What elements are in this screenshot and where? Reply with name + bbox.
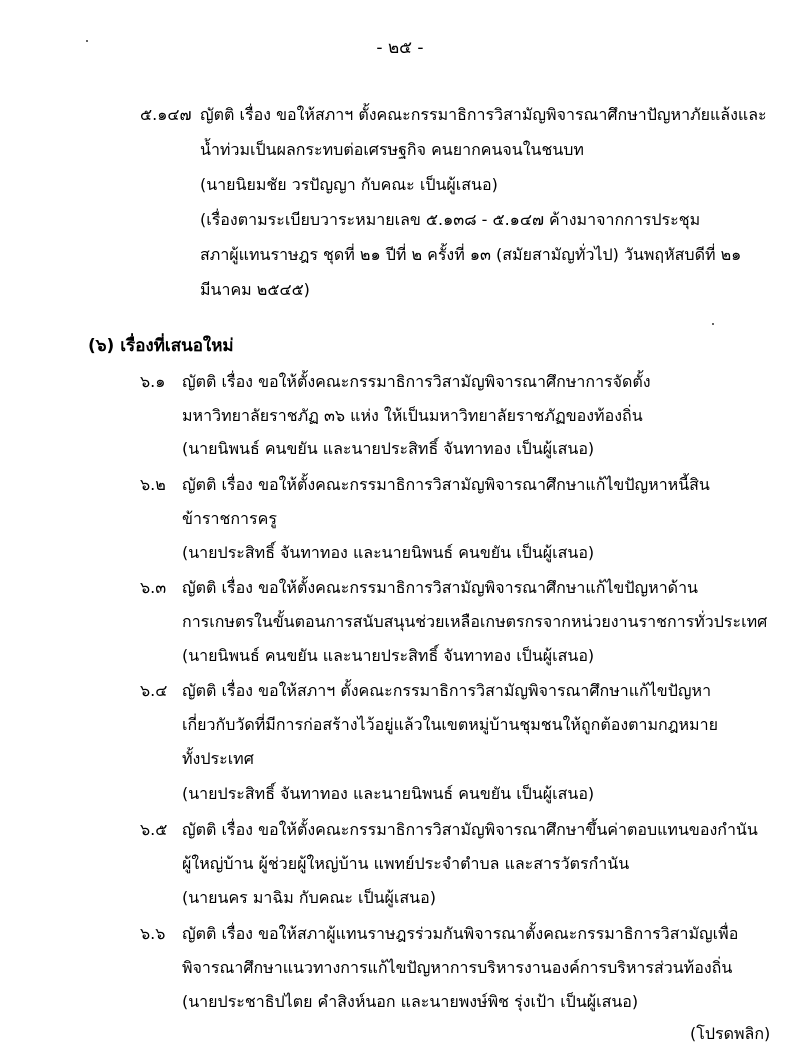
proposer-line: (นายนิพนธ์ คนขยัน และนายประสิทธิ์ จันทาทอง เป็นผู้เสนอ) (182, 439, 595, 458)
item-text-line: ข้าราชการครู (182, 509, 277, 528)
proposer-line: (นายนิยมชัย วรปัญญา กับคณะ เป็นผู้เสนอ) (200, 175, 498, 194)
item-number: ๕.๑๔๗ (140, 105, 192, 124)
page-number: - ๒๕ - (376, 38, 424, 58)
proposer-line: (นายนคร มาฉิม กับคณะ เป็นผู้เสนอ) (182, 888, 436, 907)
item-note-line: สภาผู้แทนราษฎร ชุดที่ ๒๑ ปีที่ ๒ ครั้งที่ ๑๓ (สมัยสามัญทั่วไป) วันพฤหัสบดีที่ ๒๑ (200, 245, 742, 264)
item-number: ๖.๑ (140, 372, 166, 391)
item-text-line: ญัตติ เรื่อง ขอให้ตั้งคณะกรรมาธิการวิสามัญพิจารณาศึกษาแก้ไขปัญหาหนี้สิน (182, 475, 710, 494)
item-text-line: ญัตติ เรื่อง ขอให้สภาฯ ตั้งคณะกรรมาธิการวิสามัญพิจารณาศึกษาปัญหาภัยแล้งและ (200, 105, 767, 124)
item-number: ๖.๕ (140, 820, 168, 839)
item-text-line: ญัตติ เรื่อง ขอให้สภาฯ ตั้งคณะกรรมาธิการวิสามัญพิจารณาศึกษาแก้ไขปัญหา (182, 681, 712, 700)
item-text-line: มหาวิทยาลัยราชภัฏ ๓๖ แห่ง ให้เป็นมหาวิทยาลัยราชภัฏของท้องถิ่น (182, 406, 643, 425)
proposer-line: (นายนิพนธ์ คนขยัน และนายประสิทธิ์ จันทาทอง เป็นผู้เสนอ) (182, 646, 595, 665)
item-text-line: ทั้งประเทศ (182, 749, 254, 768)
item-text-line: ญัตติ เรื่อง ขอให้ตั้งคณะกรรมาธิการวิสามัญพิจารณาศึกษาแก้ไขปัญหาด้าน (182, 578, 698, 597)
item-number: ๖.๓ (140, 578, 167, 597)
item-number: ๖.๔ (140, 681, 168, 700)
item-note-line: มีนาคม ๒๕๔๕) (200, 280, 310, 299)
proposer-line: (นายประสิทธิ์ จันทาทอง และนายนิพนธ์ คนขยัน เป็นผู้เสนอ) (182, 543, 595, 562)
item-text-line: พิจารณาศึกษาแนวทางการแก้ไขปัญหาการบริหารงานองค์การบริหารส่วนท้องถิ่น (182, 958, 733, 977)
scan-speck (712, 323, 714, 325)
item-number: ๖.๒ (140, 475, 166, 494)
item-text-line: ญัตติ เรื่อง ขอให้สภาผู้แทนราษฎรร่วมกันพิจารณาตั้งคณะกรรมาธิการวิสามัญเพื่อ (182, 924, 739, 943)
proposer-line: (นายประชาธิปไตย คำสิงห์นอก และนายพงษ์พิช รุ่งเป้า เป็นผู้เสนอ) (182, 992, 639, 1011)
item-text-line: ญัตติ เรื่อง ขอให้ตั้งคณะกรรมาธิการวิสามัญพิจารณาศึกษาการจัดตั้ง (182, 372, 651, 391)
item-text-line: เกี่ยวกับวัดที่มีการก่อสร้างไว้อยู่แล้วในเขตหมู่บ้านชุมชนให้ถูกต้องตามกฎหมาย (182, 715, 718, 734)
item-text-line: การเกษตรในขั้นตอนการสนับสนุนช่วยเหลือเกษตรกรจากหน่วยงานราชการทั่วประเทศ (182, 612, 768, 631)
please-turn-note: (โปรดพลิก) (690, 1024, 771, 1043)
section-heading: (๖) เรื่องที่เสนอใหม่ (88, 336, 234, 356)
item-text-line: ผู้ใหญ่บ้าน ผู้ช่วยผู้ใหญ่บ้าน แพทย์ประจำตำบล และสารวัตรกำนัน (182, 854, 630, 873)
item-text-line: น้ำท่วมเป็นผลกระทบต่อเศรษฐกิจ คนยากคนจนในชนบท (200, 140, 584, 159)
item-note-line: (เรื่องตามระเบียบวาระหมายเลข ๕.๑๓๘ - ๕.๑๔๗ ค้างมาจากการประชุม (200, 210, 701, 229)
item-text-line: ญัตติ เรื่อง ขอให้ตั้งคณะกรรมาธิการวิสามัญพิจารณาศึกษาขึ้นค่าตอบแทนของกำนัน (182, 820, 758, 839)
item-number: ๖.๖ (140, 924, 166, 943)
proposer-line: (นายประสิทธิ์ จันทาทอง และนายนิพนธ์ คนขยัน เป็นผู้เสนอ) (182, 784, 595, 803)
